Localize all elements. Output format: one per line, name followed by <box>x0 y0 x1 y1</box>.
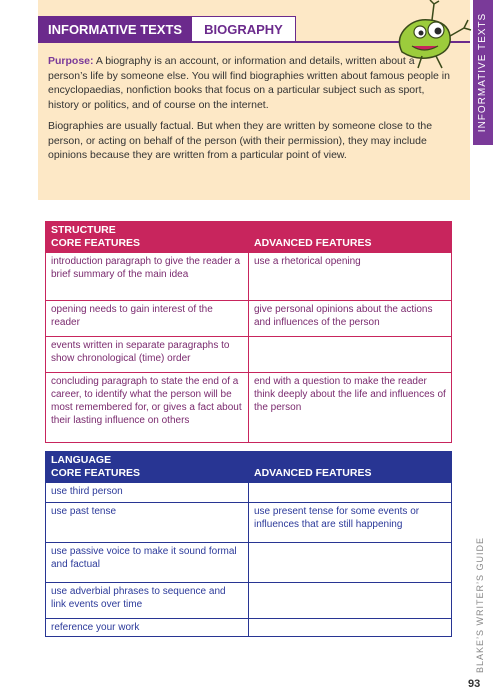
language-header-row <box>46 452 452 483</box>
advanced-cell: use present tense for some events or influences that are still happening <box>249 503 452 543</box>
book-title-footer <box>470 536 490 674</box>
intro-text <box>48 54 453 170</box>
advanced-cell: end with a question to make the reader think deeply about the life and influences of the person <box>249 373 452 443</box>
advanced-cell: use a rhetorical opening <box>249 253 452 301</box>
advanced-cell <box>249 619 452 637</box>
structure-advanced-header: ADVANCED FEATURES <box>249 222 452 253</box>
advanced-cell <box>249 583 452 619</box>
table-row <box>46 503 452 543</box>
page-number: 93 <box>468 678 481 690</box>
factual-paragraph: Biographies are usually factual. But when they are written by someone close to the person, or acting on behalf of the person (with their permission), they may include opinions because they are written from a particular point of view. <box>48 120 433 161</box>
table-row <box>46 543 452 583</box>
advanced-cell <box>249 543 452 583</box>
table-row <box>46 301 452 337</box>
table-row <box>46 337 452 373</box>
structure-header-row <box>46 222 452 253</box>
core-cell: opening needs to gain interest of the reader <box>46 301 249 337</box>
language-advanced-header: ADVANCED FEATURES <box>249 452 452 483</box>
structure-section-label: STRUCTURE <box>51 224 116 236</box>
purpose-text: A biography is an account, or information and details, written about a person’s life by someone else. You will find biographies written about famous people in encyclopaedias, nonfiction books that focus on a particular subject such as sport, history or politics, and of course on the internet. <box>48 55 450 111</box>
advanced-cell <box>249 337 452 373</box>
side-tab-label: INFORMATIVE TEXTS <box>477 12 489 133</box>
core-cell: use adverbial phrases to sequence and link events over time <box>46 583 249 619</box>
advanced-cell: give personal opinions about the actions and influences of the person <box>249 301 452 337</box>
table-row <box>46 619 452 637</box>
core-cell: events written in separate paragraphs to show chronological (time) order <box>46 337 249 373</box>
structure-core-label: CORE FEATURES <box>51 237 141 249</box>
section-header <box>38 16 296 42</box>
language-section-label: LANGUAGE <box>51 454 112 466</box>
core-cell: concluding paragraph to state the end of a career, to identify what the person will be most remembered for, or gives a fact about their lasting influence on others <box>46 373 249 443</box>
core-cell: reference your work <box>46 619 249 637</box>
language-table <box>45 451 452 637</box>
table-row <box>46 583 452 619</box>
advanced-cell <box>249 483 452 503</box>
language-core-label: CORE FEATURES <box>51 467 141 479</box>
book-title: BLAKE’S WRITER’S GUIDE <box>475 536 485 674</box>
structure-core-header <box>46 222 249 253</box>
core-cell: use third person <box>46 483 249 503</box>
topic-label: BIOGRAPHY <box>192 16 296 42</box>
structure-table <box>45 221 452 443</box>
table-row <box>46 253 452 301</box>
core-cell: use passive voice to make it sound formal and factual <box>46 543 249 583</box>
purpose-paragraph <box>48 54 453 112</box>
table-row <box>46 373 452 443</box>
core-cell: introduction paragraph to give the reader a brief summary of the main idea <box>46 253 249 301</box>
table-row <box>46 483 452 503</box>
category-label: INFORMATIVE TEXTS <box>38 16 192 42</box>
core-cell: use past tense <box>46 503 249 543</box>
side-tab <box>473 0 493 145</box>
purpose-label: Purpose: <box>48 55 94 67</box>
language-core-header <box>46 452 249 483</box>
